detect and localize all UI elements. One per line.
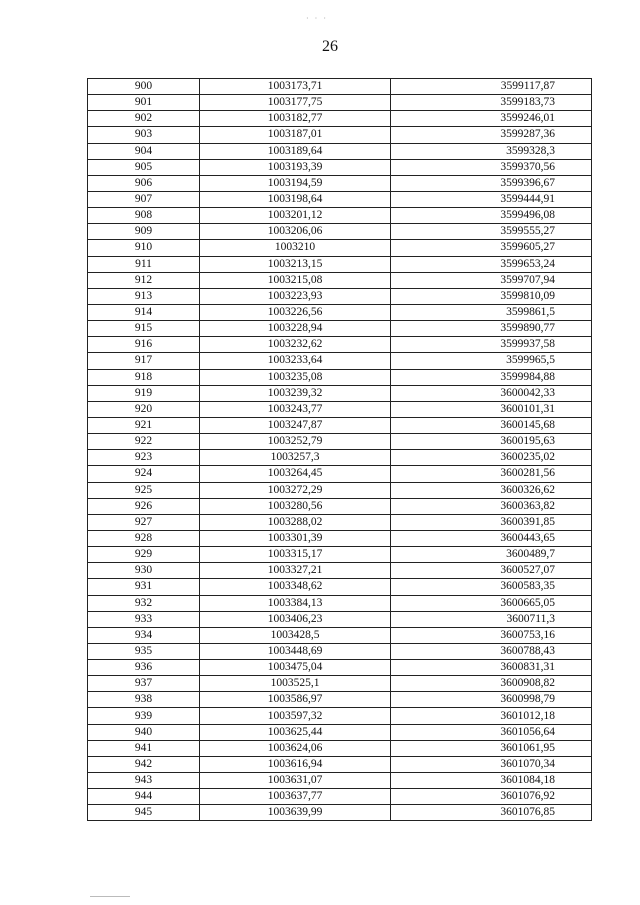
- y-coordinate-cell: 3600527,07: [391, 563, 592, 579]
- table-row: [88, 547, 592, 563]
- x-coordinate-cell: 1003406,23: [200, 611, 391, 627]
- y-coordinate-cell: 3599370,56: [391, 159, 592, 175]
- y-coordinate-cell: 3599890,77: [391, 321, 592, 337]
- table-row: [88, 482, 592, 498]
- x-coordinate-cell: 1003223,93: [200, 288, 391, 304]
- point-number-cell: 917: [88, 353, 200, 369]
- x-coordinate-cell: 1003232,62: [200, 337, 391, 353]
- table-row: [88, 740, 592, 756]
- y-coordinate-cell: 3600665,05: [391, 595, 592, 611]
- x-coordinate-cell: 1003327,21: [200, 563, 391, 579]
- table-row: [88, 627, 592, 643]
- table-row: [88, 417, 592, 433]
- x-coordinate-cell: 1003624,06: [200, 740, 391, 756]
- x-coordinate-cell: 1003247,87: [200, 417, 391, 433]
- point-number-cell: 939: [88, 708, 200, 724]
- x-coordinate-cell: 1003198,64: [200, 191, 391, 207]
- scan-artifact-mark: · · ·: [306, 14, 328, 23]
- table-row: [88, 385, 592, 401]
- point-number-cell: 919: [88, 385, 200, 401]
- y-coordinate-cell: 3599653,24: [391, 256, 592, 272]
- y-coordinate-cell: 3600235,02: [391, 450, 592, 466]
- y-coordinate-cell: 3600391,85: [391, 514, 592, 530]
- y-coordinate-cell: 3600788,43: [391, 643, 592, 659]
- point-number-cell: 938: [88, 692, 200, 708]
- y-coordinate-cell: 3600101,31: [391, 401, 592, 417]
- x-coordinate-cell: 1003288,02: [200, 514, 391, 530]
- table-row: [88, 240, 592, 256]
- y-coordinate-cell: 3599810,09: [391, 288, 592, 304]
- point-number-cell: 944: [88, 789, 200, 805]
- point-number-cell: 907: [88, 191, 200, 207]
- table-row: [88, 111, 592, 127]
- y-coordinate-cell: 3600831,31: [391, 660, 592, 676]
- table-row: [88, 563, 592, 579]
- x-coordinate-cell: 1003235,08: [200, 369, 391, 385]
- x-coordinate-cell: 1003187,01: [200, 127, 391, 143]
- y-coordinate-cell: 3599328,3: [391, 143, 592, 159]
- point-number-cell: 931: [88, 579, 200, 595]
- y-coordinate-cell: 3599707,94: [391, 272, 592, 288]
- point-number-cell: 923: [88, 450, 200, 466]
- y-coordinate-cell: 3599861,5: [391, 304, 592, 320]
- x-coordinate-cell: 1003182,77: [200, 111, 391, 127]
- x-coordinate-cell: 1003215,08: [200, 272, 391, 288]
- table-row: [88, 143, 592, 159]
- coordinates-table: [87, 78, 592, 821]
- y-coordinate-cell: 3599555,27: [391, 224, 592, 240]
- point-number-cell: 936: [88, 660, 200, 676]
- point-number-cell: 903: [88, 127, 200, 143]
- y-coordinate-cell: 3600145,68: [391, 417, 592, 433]
- point-number-cell: 906: [88, 175, 200, 191]
- y-coordinate-cell: 3600443,65: [391, 530, 592, 546]
- x-coordinate-cell: 1003639,99: [200, 805, 391, 821]
- x-coordinate-cell: 1003243,77: [200, 401, 391, 417]
- x-coordinate-cell: 1003193,39: [200, 159, 391, 175]
- table-row: [88, 321, 592, 337]
- x-coordinate-cell: 1003280,56: [200, 498, 391, 514]
- y-coordinate-cell: 3601084,18: [391, 773, 592, 789]
- y-coordinate-cell: 3600195,63: [391, 434, 592, 450]
- y-coordinate-cell: 3601061,95: [391, 740, 592, 756]
- table-row: [88, 304, 592, 320]
- table-row: [88, 175, 592, 191]
- point-number-cell: 905: [88, 159, 200, 175]
- y-coordinate-cell: 3600711,3: [391, 611, 592, 627]
- y-coordinate-cell: 3600753,16: [391, 627, 592, 643]
- x-coordinate-cell: 1003625,44: [200, 724, 391, 740]
- coordinates-table-body: [88, 79, 592, 821]
- point-number-cell: 940: [88, 724, 200, 740]
- point-number-cell: 942: [88, 756, 200, 772]
- y-coordinate-cell: 3599396,67: [391, 175, 592, 191]
- x-coordinate-cell: 1003586,97: [200, 692, 391, 708]
- x-coordinate-cell: 1003226,56: [200, 304, 391, 320]
- point-number-cell: 909: [88, 224, 200, 240]
- x-coordinate-cell: 1003173,71: [200, 79, 391, 95]
- y-coordinate-cell: 3599444,91: [391, 191, 592, 207]
- y-coordinate-cell: 3600326,62: [391, 482, 592, 498]
- y-coordinate-cell: 3600998,79: [391, 692, 592, 708]
- y-coordinate-cell: 3601076,92: [391, 789, 592, 805]
- table-row: [88, 127, 592, 143]
- table-row: [88, 611, 592, 627]
- point-number-cell: 908: [88, 208, 200, 224]
- x-coordinate-cell: 1003348,62: [200, 579, 391, 595]
- x-coordinate-cell: 1003252,79: [200, 434, 391, 450]
- table-row: [88, 579, 592, 595]
- table-row: [88, 191, 592, 207]
- table-row: [88, 401, 592, 417]
- table-row: [88, 773, 592, 789]
- y-coordinate-cell: 3599984,88: [391, 369, 592, 385]
- y-coordinate-cell: 3599246,01: [391, 111, 592, 127]
- table-row: [88, 530, 592, 546]
- y-coordinate-cell: 3599937,58: [391, 337, 592, 353]
- table-row: [88, 208, 592, 224]
- point-number-cell: 912: [88, 272, 200, 288]
- table-row: [88, 692, 592, 708]
- y-coordinate-cell: 3600042,33: [391, 385, 592, 401]
- point-number-cell: 916: [88, 337, 200, 353]
- x-coordinate-cell: 1003189,64: [200, 143, 391, 159]
- x-coordinate-cell: 1003233,64: [200, 353, 391, 369]
- y-coordinate-cell: 3599117,87: [391, 79, 592, 95]
- table-row: [88, 498, 592, 514]
- table-row: [88, 676, 592, 692]
- table-row: [88, 79, 592, 95]
- point-number-cell: 943: [88, 773, 200, 789]
- table-row: [88, 514, 592, 530]
- y-coordinate-cell: 3600583,35: [391, 579, 592, 595]
- x-coordinate-cell: 1003448,69: [200, 643, 391, 659]
- point-number-cell: 933: [88, 611, 200, 627]
- table-row: [88, 466, 592, 482]
- x-coordinate-cell: 1003384,13: [200, 595, 391, 611]
- table-row: [88, 805, 592, 821]
- point-number-cell: 937: [88, 676, 200, 692]
- x-coordinate-cell: 1003525,1: [200, 676, 391, 692]
- point-number-cell: 921: [88, 417, 200, 433]
- x-coordinate-cell: 1003201,12: [200, 208, 391, 224]
- point-number-cell: 913: [88, 288, 200, 304]
- point-number-cell: 925: [88, 482, 200, 498]
- x-coordinate-cell: 1003301,39: [200, 530, 391, 546]
- point-number-cell: 914: [88, 304, 200, 320]
- y-coordinate-cell: 3600281,56: [391, 466, 592, 482]
- point-number-cell: 918: [88, 369, 200, 385]
- point-number-cell: 900: [88, 79, 200, 95]
- x-coordinate-cell: 1003177,75: [200, 95, 391, 111]
- table-row: [88, 595, 592, 611]
- scan-smudge: [90, 896, 130, 897]
- y-coordinate-cell: 3601012,18: [391, 708, 592, 724]
- page-number: 26: [322, 38, 338, 55]
- table-row: [88, 789, 592, 805]
- table-row: [88, 95, 592, 111]
- y-coordinate-cell: 3599287,36: [391, 127, 592, 143]
- table-row: [88, 450, 592, 466]
- point-number-cell: 935: [88, 643, 200, 659]
- y-coordinate-cell: 3600363,82: [391, 498, 592, 514]
- table-row: [88, 353, 592, 369]
- x-coordinate-cell: 1003257,3: [200, 450, 391, 466]
- table-row: [88, 434, 592, 450]
- table-row: [88, 272, 592, 288]
- point-number-cell: 926: [88, 498, 200, 514]
- y-coordinate-cell: 3600908,82: [391, 676, 592, 692]
- x-coordinate-cell: 1003616,94: [200, 756, 391, 772]
- x-coordinate-cell: 1003206,06: [200, 224, 391, 240]
- point-number-cell: 927: [88, 514, 200, 530]
- x-coordinate-cell: 1003272,29: [200, 482, 391, 498]
- point-number-cell: 910: [88, 240, 200, 256]
- x-coordinate-cell: 1003228,94: [200, 321, 391, 337]
- table-row: [88, 369, 592, 385]
- point-number-cell: 929: [88, 547, 200, 563]
- point-number-cell: 904: [88, 143, 200, 159]
- table-row: [88, 708, 592, 724]
- x-coordinate-cell: 1003597,32: [200, 708, 391, 724]
- x-coordinate-cell: 1003210: [200, 240, 391, 256]
- point-number-cell: 945: [88, 805, 200, 821]
- x-coordinate-cell: 1003637,77: [200, 789, 391, 805]
- point-number-cell: 911: [88, 256, 200, 272]
- x-coordinate-cell: 1003239,32: [200, 385, 391, 401]
- table-row: [88, 660, 592, 676]
- table-row: [88, 256, 592, 272]
- table-row: [88, 724, 592, 740]
- point-number-cell: 901: [88, 95, 200, 111]
- x-coordinate-cell: 1003315,17: [200, 547, 391, 563]
- y-coordinate-cell: 3601076,85: [391, 805, 592, 821]
- table-row: [88, 224, 592, 240]
- x-coordinate-cell: 1003475,04: [200, 660, 391, 676]
- table-row: [88, 288, 592, 304]
- point-number-cell: 928: [88, 530, 200, 546]
- table-row: [88, 643, 592, 659]
- x-coordinate-cell: 1003213,15: [200, 256, 391, 272]
- point-number-cell: 902: [88, 111, 200, 127]
- table-row: [88, 337, 592, 353]
- y-coordinate-cell: 3601056,64: [391, 724, 592, 740]
- x-coordinate-cell: 1003194,59: [200, 175, 391, 191]
- x-coordinate-cell: 1003264,45: [200, 466, 391, 482]
- y-coordinate-cell: 3599605,27: [391, 240, 592, 256]
- point-number-cell: 934: [88, 627, 200, 643]
- y-coordinate-cell: 3599183,73: [391, 95, 592, 111]
- point-number-cell: 924: [88, 466, 200, 482]
- y-coordinate-cell: 3600489,7: [391, 547, 592, 563]
- point-number-cell: 920: [88, 401, 200, 417]
- y-coordinate-cell: 3599496,08: [391, 208, 592, 224]
- table-row: [88, 159, 592, 175]
- x-coordinate-cell: 1003428,5: [200, 627, 391, 643]
- point-number-cell: 941: [88, 740, 200, 756]
- y-coordinate-cell: 3599965,5: [391, 353, 592, 369]
- y-coordinate-cell: 3601070,34: [391, 756, 592, 772]
- point-number-cell: 932: [88, 595, 200, 611]
- table-row: [88, 756, 592, 772]
- point-number-cell: 930: [88, 563, 200, 579]
- point-number-cell: 922: [88, 434, 200, 450]
- x-coordinate-cell: 1003631,07: [200, 773, 391, 789]
- point-number-cell: 915: [88, 321, 200, 337]
